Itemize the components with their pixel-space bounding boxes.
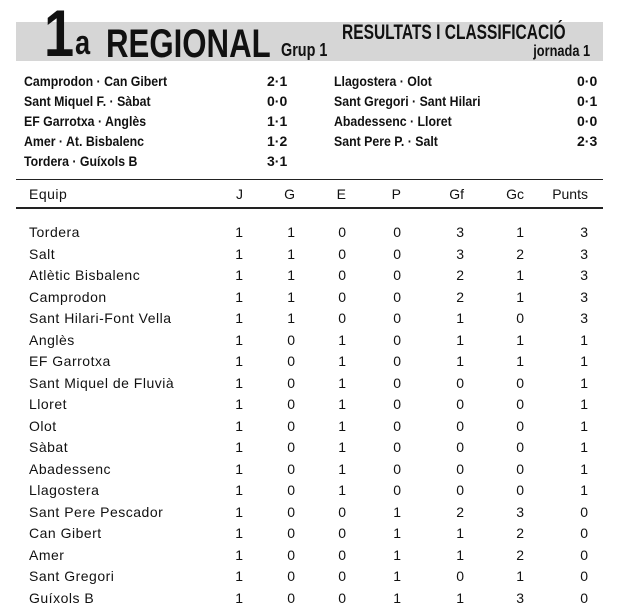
cell-goals-against: 2: [516, 546, 524, 563]
cell-goals-against: 0: [516, 417, 524, 434]
result-match: Tordera · Guíxols B: [24, 153, 138, 169]
cell-team-name: Can Gibert: [29, 525, 102, 541]
cell-team-name: Lloret: [29, 396, 68, 412]
cell-team-name: Atlètic Bisbalenc: [29, 267, 141, 283]
cell-points: 0: [580, 546, 588, 563]
cell-goals-against: 1: [516, 267, 524, 283]
cell-played: 1: [235, 245, 243, 262]
cell-goals-for: 1: [456, 589, 464, 606]
section-title: RESULTATS I CLASSIFICACIÓ: [342, 21, 566, 44]
cell-played: 1: [235, 460, 243, 477]
cell-team-name: Camprodon: [29, 288, 107, 305]
result-score: 0·0: [577, 73, 598, 89]
result-score: 1·2: [267, 133, 288, 149]
cell-goals-for: 3: [456, 245, 464, 262]
cell-lost: 0: [393, 374, 401, 391]
cell-goals-for: 2: [456, 503, 464, 520]
cell-lost: 0: [393, 288, 401, 305]
result-row: [24, 152, 294, 172]
cell-goals-against: 1: [516, 353, 524, 369]
cell-drawn: 1: [338, 482, 346, 498]
cell-drawn: 0: [338, 503, 346, 520]
cell-points: 0: [580, 525, 588, 541]
cell-points: 3: [580, 224, 588, 240]
cell-played: 1: [235, 396, 243, 412]
cell-drawn: 1: [338, 374, 346, 391]
cell-team-name: Olot: [29, 417, 57, 434]
result-match: Amer · At. Bisbalenc: [24, 133, 145, 149]
cell-played: 1: [235, 546, 243, 563]
cell-played: 1: [235, 568, 243, 584]
group-label: Grup 1: [281, 40, 328, 60]
cell-played: 1: [235, 482, 243, 498]
cell-goals-for: 1: [456, 525, 464, 541]
cell-lost: 0: [393, 353, 401, 369]
cell-won: 1: [287, 288, 295, 305]
cell-drawn: 1: [338, 396, 346, 412]
col-header-lost: P: [391, 186, 401, 202]
cell-team-name: Sant Hilari-Font Vella: [29, 310, 172, 326]
cell-played: 1: [235, 417, 243, 434]
col-header-drawn: E: [336, 186, 346, 202]
cell-goals-against: 0: [516, 460, 524, 477]
cell-goals-against: 0: [516, 482, 524, 498]
matchday-label: jornada 1: [533, 43, 590, 60]
result-score: 1·1: [267, 113, 288, 129]
cell-goals-for: 0: [456, 482, 464, 498]
col-header-team: Equip: [29, 186, 68, 202]
cell-points: 3: [580, 245, 588, 262]
cell-goals-for: 2: [456, 288, 464, 305]
cell-lost: 1: [393, 546, 401, 563]
results-left-column: [24, 72, 294, 172]
cell-won: 0: [287, 482, 295, 498]
result-match: Llagostera · Olot: [334, 73, 432, 89]
cell-played: 1: [235, 589, 243, 606]
cell-won: 1: [287, 245, 295, 262]
cell-won: 0: [287, 331, 295, 348]
cell-goals-for: 0: [456, 439, 464, 455]
cell-points: 0: [580, 503, 588, 520]
result-score: 0·1: [577, 93, 598, 109]
cell-goals-against: 2: [516, 245, 524, 262]
cell-lost: 0: [393, 267, 401, 283]
cell-lost: 0: [393, 396, 401, 412]
result-match: Camprodon · Can Gibert: [24, 73, 168, 89]
cell-points: 1: [580, 353, 588, 369]
cell-lost: 1: [393, 568, 401, 584]
cell-won: 0: [287, 374, 295, 391]
cell-won: 0: [287, 439, 295, 455]
result-score: 2·3: [577, 133, 598, 149]
cell-team-name: Tordera: [29, 224, 80, 240]
division-title: REGIONAL: [106, 22, 271, 66]
cell-lost: 0: [393, 439, 401, 455]
cell-lost: 1: [393, 525, 401, 541]
cell-points: 0: [580, 568, 588, 584]
cell-team-name: EF Garrotxa: [29, 353, 111, 369]
result-match: Sant Gregori · Sant Hilari: [334, 93, 481, 109]
cell-goals-for: 1: [456, 353, 464, 369]
cell-drawn: 1: [338, 417, 346, 434]
cell-drawn: 0: [338, 267, 346, 283]
cell-won: 1: [287, 310, 295, 326]
cell-won: 1: [287, 224, 295, 240]
cell-won: 0: [287, 460, 295, 477]
cell-team-name: Salt: [29, 245, 56, 262]
cell-goals-for: 1: [456, 310, 464, 326]
cell-played: 1: [235, 267, 243, 283]
result-row: [24, 92, 294, 112]
cell-lost: 0: [393, 460, 401, 477]
col-header-points: Punts: [552, 186, 588, 202]
cell-team-name: Llagostera: [29, 482, 100, 498]
cell-won: 0: [287, 589, 295, 606]
cell-played: 1: [235, 525, 243, 541]
table-header-rule: [16, 207, 603, 209]
cell-lost: 0: [393, 224, 401, 240]
cell-drawn: 0: [338, 589, 346, 606]
cell-goals-for: 2: [456, 267, 464, 283]
cell-won: 1: [287, 267, 295, 283]
result-match: Sant Pere P. · Salt: [334, 133, 438, 149]
cell-goals-against: 0: [516, 310, 524, 326]
cell-won: 0: [287, 546, 295, 563]
cell-points: 1: [580, 396, 588, 412]
cell-team-name: Sàbat: [29, 439, 69, 455]
cell-lost: 1: [393, 589, 401, 606]
result-score: 3·1: [267, 153, 288, 169]
cell-played: 1: [235, 503, 243, 520]
cell-drawn: 0: [338, 525, 346, 541]
cell-drawn: 0: [338, 310, 346, 326]
cell-goals-against: 0: [516, 396, 524, 412]
division-number: 1: [44, 0, 73, 70]
cell-played: 1: [235, 310, 243, 326]
cell-points: 1: [580, 482, 588, 498]
cell-played: 1: [235, 374, 243, 391]
cell-won: 0: [287, 568, 295, 584]
result-score: 2·1: [267, 73, 288, 89]
cell-goals-against: 0: [516, 439, 524, 455]
cell-team-name: Guíxols B: [29, 589, 95, 606]
cell-drawn: 1: [338, 460, 346, 477]
table-top-rule: [16, 179, 603, 180]
cell-goals-against: 0: [516, 374, 524, 391]
cell-team-name: Sant Pere Pescador: [29, 503, 164, 520]
result-row: [334, 132, 600, 152]
result-row: [24, 72, 294, 92]
cell-goals-against: 3: [516, 503, 524, 520]
cell-goals-for: 1: [456, 546, 464, 563]
cell-lost: 0: [393, 310, 401, 326]
cell-drawn: 1: [338, 353, 346, 369]
cell-played: 1: [235, 439, 243, 455]
cell-goals-against: 1: [516, 331, 524, 348]
col-header-played: J: [236, 186, 243, 202]
cell-goals-against: 1: [516, 568, 524, 584]
cell-goals-against: 1: [516, 288, 524, 305]
cell-points: 1: [580, 374, 588, 391]
cell-points: 3: [580, 310, 588, 326]
cell-goals-against: 3: [516, 589, 524, 606]
result-match: Abadessenc · Lloret: [334, 113, 452, 129]
cell-team-name: Abadessenc: [29, 460, 112, 477]
cell-goals-for: 0: [456, 460, 464, 477]
cell-points: 1: [580, 417, 588, 434]
cell-drawn: 0: [338, 546, 346, 563]
result-match: Sant Miquel F. · Sàbat: [24, 93, 151, 109]
result-row: [334, 112, 600, 132]
cell-points: 3: [580, 288, 588, 305]
cell-points: 3: [580, 267, 588, 283]
cell-team-name: Anglès: [29, 331, 75, 348]
cell-drawn: 1: [338, 331, 346, 348]
cell-goals-for: 0: [456, 568, 464, 584]
result-row: [334, 72, 600, 92]
cell-goals-for: 3: [456, 224, 464, 240]
cell-goals-for: 0: [456, 374, 464, 391]
cell-goals-against: 1: [516, 224, 524, 240]
cell-team-name: Amer: [29, 546, 65, 563]
cell-won: 0: [287, 525, 295, 541]
cell-lost: 1: [393, 503, 401, 520]
cell-goals-for: 1: [456, 331, 464, 348]
cell-drawn: 0: [338, 245, 346, 262]
cell-lost: 0: [393, 245, 401, 262]
cell-points: 0: [580, 589, 588, 606]
result-score: 0·0: [577, 113, 598, 129]
cell-lost: 0: [393, 417, 401, 434]
cell-drawn: 0: [338, 288, 346, 305]
cell-won: 0: [287, 396, 295, 412]
result-score: 0·0: [267, 93, 288, 109]
cell-goals-for: 0: [456, 396, 464, 412]
col-header-won: G: [284, 186, 295, 202]
cell-lost: 0: [393, 482, 401, 498]
cell-played: 1: [235, 288, 243, 305]
division-number-suffix: a: [75, 24, 91, 62]
result-row: [24, 112, 294, 132]
cell-points: 1: [580, 439, 588, 455]
cell-goals-against: 2: [516, 525, 524, 541]
col-header-goals-for: Gf: [449, 186, 464, 202]
cell-team-name: Sant Miquel de Fluvià: [29, 374, 175, 391]
cell-played: 1: [235, 224, 243, 240]
col-header-goals-against: Gc: [506, 186, 524, 202]
cell-won: 0: [287, 353, 295, 369]
cell-drawn: 0: [338, 568, 346, 584]
cell-won: 0: [287, 417, 295, 434]
result-row: [24, 132, 294, 152]
cell-points: 1: [580, 331, 588, 348]
cell-won: 0: [287, 503, 295, 520]
cell-played: 1: [235, 353, 243, 369]
cell-played: 1: [235, 331, 243, 348]
result-row: [334, 92, 600, 112]
cell-drawn: 0: [338, 224, 346, 240]
cell-lost: 0: [393, 331, 401, 348]
cell-team-name: Sant Gregori: [29, 568, 115, 584]
cell-goals-for: 0: [456, 417, 464, 434]
cell-points: 1: [580, 460, 588, 477]
cell-drawn: 1: [338, 439, 346, 455]
result-match: EF Garrotxa · Anglès: [24, 113, 147, 129]
results-right-column: [334, 72, 600, 152]
